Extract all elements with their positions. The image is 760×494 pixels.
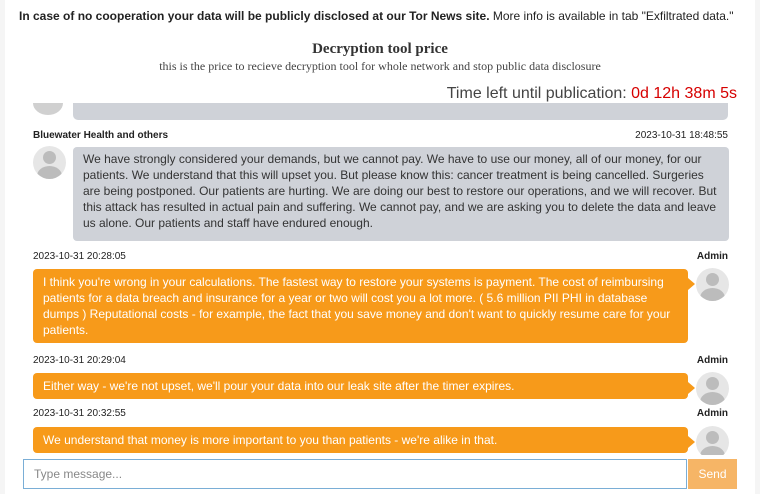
message-sender: Bluewater Health and others	[33, 130, 169, 141]
chat-history[interactable]	[23, 103, 736, 455]
publication-timer	[447, 85, 737, 103]
message-bubble-admin: Either way - we're not upset, we'll pour your data into our leak site after the timer expires.	[33, 373, 688, 399]
message-timestamp: 2023-10-31 20:32:55	[33, 408, 126, 419]
notice-bold-text: In case of no cooperation your data will be publicly disclosed at our Tor News site.	[19, 9, 490, 23]
timer-label: Time left until publication:	[446, 85, 632, 102]
message-bubble-client: We have strongly considered your demands, but we cannot pay. We have to use our money, all of our money, for our patients. We understand that this will upset you. But please know this: cancer treatment is being cancelled. Surgeries are being postponed. Our patients are hurting. We are doing our best to restore our operations, and we will recover. But this attack has resulted in actual pain and suffering. We cannot pay, and we are asking you to delete the data and leave us alone. Our patients and staff have endured enough.	[73, 147, 729, 241]
avatar	[33, 103, 63, 115]
message-sender: Admin	[696, 355, 728, 366]
client-avatar-icon	[33, 146, 66, 179]
message-timestamp: 2023-10-31 20:28:05	[33, 251, 126, 262]
timer-value: 0d 12h 38m 5s	[631, 85, 737, 102]
price-subtitle: this is the price to recieve decryption tool for whole network and stop public data disclosure	[159, 59, 601, 73]
previous-message-bubble	[73, 103, 728, 120]
message-composer	[23, 459, 737, 489]
message-sender: Admin	[696, 251, 728, 262]
admin-avatar-icon	[696, 372, 729, 405]
message-bubble-admin: We understand that money is more important to you than patients - we're alike in that.	[33, 427, 688, 453]
message-timestamp: 2023-10-31 18:48:55	[635, 130, 728, 141]
message-input[interactable]	[23, 459, 687, 489]
send-button[interactable]: Send	[688, 459, 737, 489]
admin-avatar-icon	[696, 268, 729, 301]
message-bubble-admin: I think you're wrong in your calculations. The fastest way to restore your systems is payment. The cost of reimbursing patients for a data breach and insurance for a year or two will cost you a lot more. ( 5.6 million PII PHI in database dumps ) Reputational costs - for example, the fact that you save money and don't want to quickly resume care for your patients.	[33, 269, 688, 343]
admin-avatar-icon	[696, 426, 729, 455]
message-timestamp: 2023-10-31 20:29:04	[33, 355, 126, 366]
notice-rest-text: More info is available in tab "Exfiltrated data."	[489, 9, 734, 23]
price-title: Decryption tool price	[312, 41, 448, 57]
message-sender: Admin	[696, 408, 728, 419]
disclosure-notice	[19, 9, 734, 23]
